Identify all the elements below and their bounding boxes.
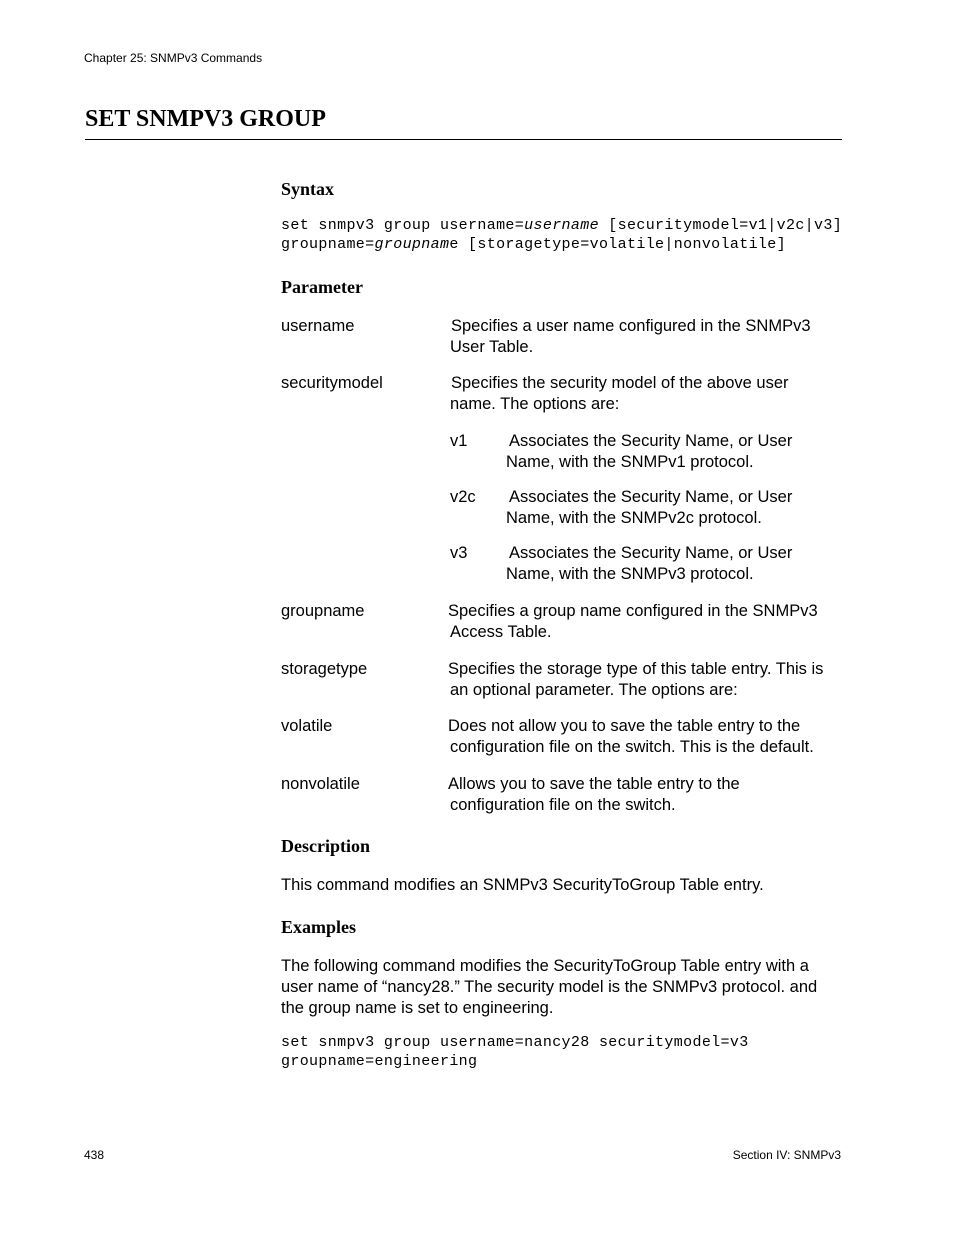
- param-name: securitymodel: [281, 374, 383, 392]
- syntax-line-2: groupname=groupname [storagetype=volatile|nonvolatile]: [281, 236, 786, 253]
- title-rule: [85, 139, 842, 140]
- page-number: 438: [84, 1148, 105, 1162]
- param-description: Specifies the storage type of this table entry. This is an optional parameter. The options are:: [448, 660, 824, 699]
- param-name: volatile: [281, 717, 333, 735]
- param-description: Specifies a user name configured in the SNMPv3 User Table.: [450, 317, 811, 356]
- option-description: Associates the Security Name, or User Name, with the SNMPv2c protocol.: [506, 488, 793, 527]
- page-title: SET SNMPV3 GROUP: [85, 106, 326, 132]
- syntax-heading: Syntax: [281, 179, 335, 199]
- example-code-line-2: groupname=engineering: [281, 1053, 478, 1070]
- description-text: This command modifies an SNMPv3 SecurityToGroup Table entry.: [281, 876, 764, 894]
- param-description: Allows you to save the table entry to the configuration file on the switch.: [448, 775, 740, 814]
- param-name: storagetype: [281, 660, 368, 678]
- section-footer: Section IV: SNMPv3: [732, 1148, 841, 1162]
- option-name: v2c: [450, 488, 476, 506]
- option-description: Associates the Security Name, or User Name, with the SNMPv1 protocol.: [506, 432, 793, 471]
- option-description: Associates the Security Name, or User Name, with the SNMPv3 protocol.: [506, 544, 793, 583]
- option-name: v1: [450, 432, 468, 450]
- param-name: username: [281, 317, 355, 335]
- param-description: Specifies a group name configured in the SNMPv3 Access Table.: [448, 602, 818, 641]
- running-header: Chapter 25: SNMPv3 Commands: [84, 51, 263, 65]
- param-description: Does not allow you to save the table entry to the configuration file on the switch. This is the default.: [448, 717, 814, 756]
- param-name: nonvolatile: [281, 775, 360, 793]
- example-code-line-1: set snmpv3 group username=nancy28 securitymodel=v3: [281, 1034, 749, 1051]
- examples-heading: Examples: [281, 917, 357, 937]
- option-name: v3: [450, 544, 468, 562]
- parameter-heading: Parameter: [281, 277, 363, 297]
- param-description: Specifies the security model of the above user name. The options are:: [450, 374, 789, 413]
- description-heading: Description: [281, 836, 370, 856]
- examples-text: The following command modifies the SecurityToGroup Table entry with a user name of “nancy28.” The security model is the SNMPv3 protocol. and the group name is set to engineering.: [281, 957, 818, 1017]
- param-name: groupname: [281, 602, 365, 620]
- syntax-line-1: set snmpv3 group username=username [securitymodel=v1|v2c|v3]: [281, 217, 843, 234]
